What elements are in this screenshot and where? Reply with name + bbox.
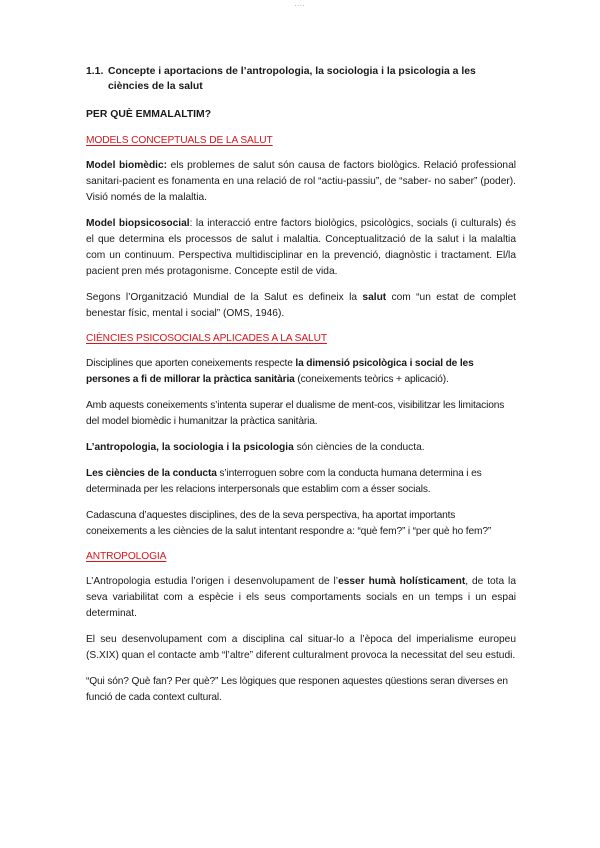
paragraph-antropologia-questions: “Qui són? Què fan? Per què?” Les lògiques que responen aquestes qüestions seran diverses en funció de cada context cultural.	[86, 676, 508, 703]
guiding-question: PER QUÈ EMMALALTIM?	[86, 109, 212, 120]
heading-models: MODELS CONCEPTUALS DE LA SALUT	[86, 135, 273, 146]
term-model-biopsicosocial: Model biopsicosocial	[86, 218, 190, 229]
paragraph-dualisme: Amb aquests coneixements s’intenta superar el dualisme de ment-cos, visibilitzar les limitacions del model biomèdic i humanitzar la pràctica sanitària.	[86, 400, 505, 427]
section-title-text: Concepte i aportacions de l’antropologia, la sociologia i la psicologia a les ciències de la salut	[108, 66, 476, 92]
paragraph-aportacions: Cadascuna d’aquestes disciplines, des de la seva perspectiva, ha aportat importants coneixements a les ciències de la salut intentant respondre a: “què fem?” i “per què ho fem?”	[86, 510, 492, 537]
section-number: 1.1.	[86, 66, 104, 77]
page-header-mark: ....	[294, 2, 306, 8]
term-ciencies-conducta: Les ciències de la conducta	[86, 468, 217, 479]
paragraph-ciencies-conducta: L’antropologia, la sociologia i la psicologia són ciències de la conducta.	[86, 442, 425, 453]
term-esser-huma: esser humà holísticament	[338, 576, 466, 587]
paragraph-conducta-humana: Les ciències de la conducta s’interroguen sobre com la conducta humana determina i es determinada per les relacions interpersonals que establim com a ésser socials.	[86, 468, 482, 495]
term-model-biomedic: Model biomèdic:	[86, 160, 168, 171]
term-dimensio: la dimensió psicològica i social de les persones a fi de millorar la pràctica sanitària	[86, 358, 474, 385]
paragraph-model-biomedic: Model biomèdic: els problemes de salut són causa de factors biològics. Relació professional sanitari-pacient es fonamenta en una relació de rol “actiu-passiu”, de “saber- no saber” (poder). Visió només de la malaltia.	[86, 160, 517, 203]
document-content	[86, 64, 516, 716]
paragraph-disciplines: Disciplines que aporten coneixements respecte la dimensió psicològica i social de les persones a fi de millorar la pràctica sanitària (coneixements teòrics + aplicació).	[86, 358, 474, 385]
section-title	[86, 64, 516, 94]
term-disciplines: L’antropologia, la sociologia i la psicologia	[86, 442, 294, 453]
heading-ciencies: CIÈNCIES PSICOSOCIALS APLICADES A LA SALUT	[86, 333, 327, 344]
paragraph-antropologia-history: El seu desenvolupament com a disciplina cal situar-lo a l’època del imperialisme europeu (S.XIX) quan el contacte amb “l’altre” diferent culturalment provoca la necessitat del seu estudi.	[86, 634, 516, 661]
term-salut: salut	[362, 292, 387, 303]
paragraph-antropologia-def: L’Antropologia estudia l’origen i desenvolupament de l’esser humà holísticament, de tota la seva variabilitat com a espècie i els seus comportaments socials en un temps i un espai determinat.	[86, 576, 516, 619]
paragraph-model-biopsicosocial: Model biopsicosocial: la interacció entre factors biològics, psicològics, socials (i culturals) és el que determina els processos de salut i malaltia. Conceptualització de la salut i la malaltia com un continuum. Perspectiva multidisciplinar en la prevenció, diagnòstic i tractament. El/la pacient pren més protagonisme. Concepte estil de vida.	[86, 218, 517, 277]
paragraph-oms-definition: Segons l’Organització Mundial de la Salut es defineix la salut com “un estat de complet benestar físic, mental i social” (OMS, 1946).	[86, 292, 517, 319]
heading-antropologia: ANTROPOLOGIA	[86, 551, 167, 562]
